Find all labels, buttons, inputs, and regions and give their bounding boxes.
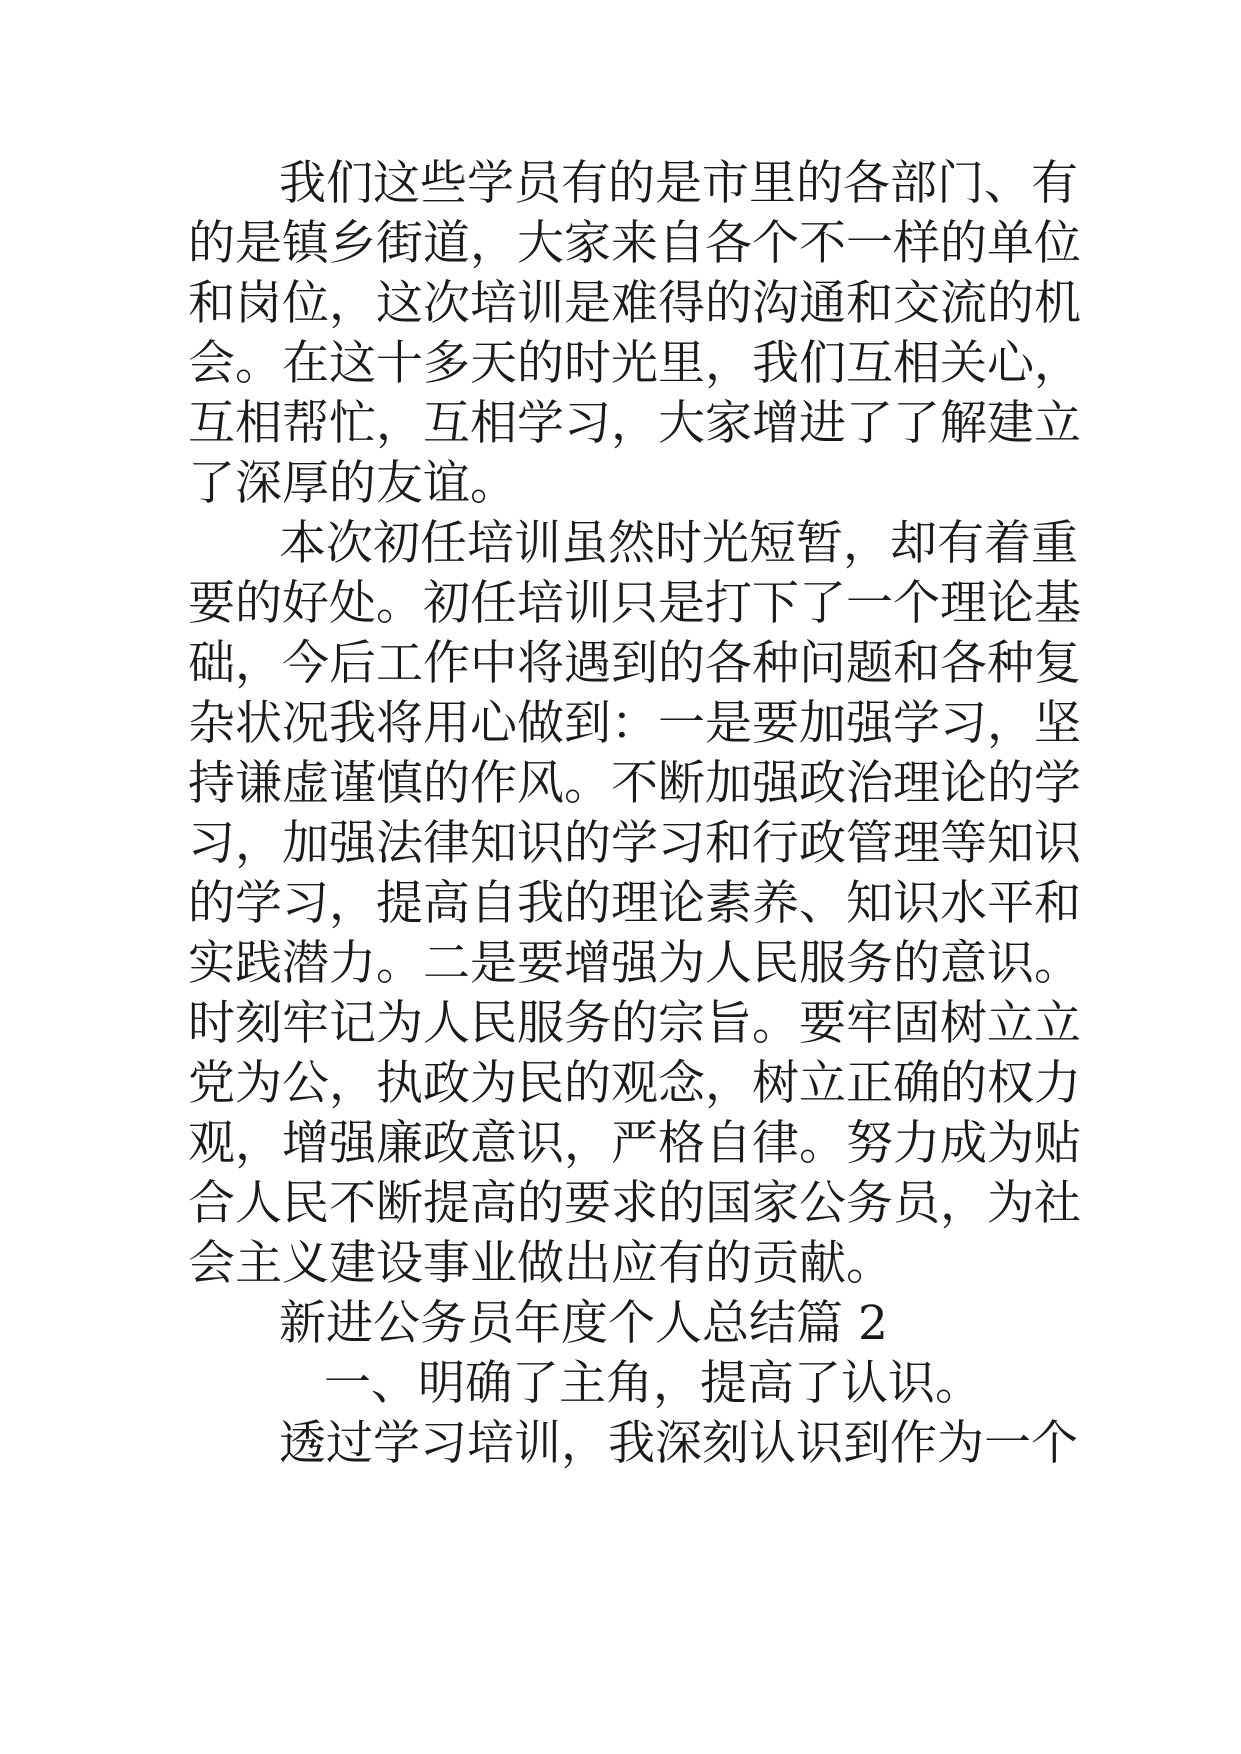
paragraph-line: 互相帮忙，互相学习，大家增进了了解建立 bbox=[188, 396, 1081, 451]
paragraph-line: 杂状况我将用心做到：一是要加强学习，坚 bbox=[188, 696, 1081, 751]
subsection-heading: 一、明确了主角，提高了认识。 bbox=[324, 1356, 982, 1411]
paragraph-line: 时刻牢记为人民服务的宗旨。要牢固树立立 bbox=[188, 996, 1081, 1051]
paragraph-line: 我们这些学员有的是市里的各部门、有 bbox=[279, 156, 1078, 211]
paragraph-line: 的学习，提高自我的理论素养、知识水平和 bbox=[188, 876, 1081, 931]
paragraph-line: 党为公，执政为民的观念，树立正确的权力 bbox=[188, 1056, 1081, 1111]
paragraph-line: 持谦虚谨慎的作风。不断加强政治理论的学 bbox=[188, 756, 1081, 811]
paragraph-line: 的是镇乡街道，大家来自各个不一样的单位 bbox=[188, 216, 1081, 271]
paragraph-line: 透过学习培训，我深刻认识到作为一个 bbox=[279, 1416, 1078, 1471]
paragraph-line: 本次初任培训虽然时光短暂，却有着重 bbox=[279, 516, 1078, 571]
paragraph-line: 观，增强廉政意识，严格自律。努力成为贴 bbox=[188, 1116, 1081, 1171]
paragraph-line: 实践潜力。二是要增强为人民服务的意识。 bbox=[188, 936, 1081, 991]
paragraph-line: 和岗位，这次培训是难得的沟通和交流的机 bbox=[188, 276, 1081, 331]
paragraph-line: 了深厚的友谊。 bbox=[188, 456, 517, 511]
paragraph-line: 会。在这十多天的时光里，我们互相关心， bbox=[188, 336, 1081, 391]
paragraph-line: 会主义建设事业做出应有的贡献。 bbox=[188, 1236, 893, 1291]
paragraph-line: 合人民不断提高的要求的国家公务员，为社 bbox=[188, 1176, 1081, 1231]
section-heading: 新进公务员年度个人总结篇 2 bbox=[279, 1296, 888, 1351]
paragraph-line: 础，今后工作中将遇到的各种问题和各种复 bbox=[188, 636, 1081, 691]
paragraph-line: 要的好处。初任培训只是打下了一个理论基 bbox=[188, 576, 1081, 631]
paragraph-line: 习，加强法律知识的学习和行政管理等知识 bbox=[188, 816, 1081, 871]
